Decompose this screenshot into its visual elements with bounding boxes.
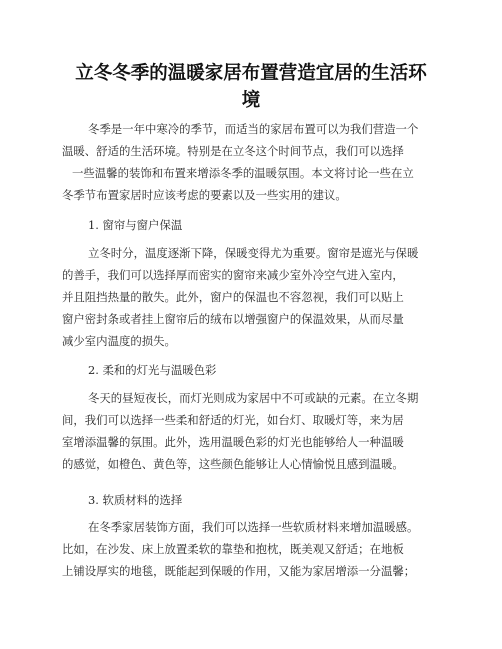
text-line: 窗户密封条或者挂上窗帘后的绒布以增强窗户的保温效果，从而尽量 [62,312,404,326]
section-heading: 1. 窗帘与窗户保温 [88,218,183,232]
text-line: 立冬时分，温度逐渐下降，保暖变得尤为重要。窗帘是遮光与保暖 [88,246,419,260]
document-title [60,60,442,114]
section-paragraph [62,242,418,352]
text-line: 比如，在沙发、床上放置柔软的靠垫和抱枕，既美观又舒适；在地板 [62,542,404,556]
text-line: 在冬季家居装饰方面，我们可以选择一些软质材料来增加温暖感。 [88,520,419,534]
text-line: 并且阻挡热量的散失。此外，窗户的保温也不容忽视，我们可以贴上 [62,290,404,304]
text-line: 的善手，我们可以选择厚而密实的窗帘来减少室外冷空气进入室内， [62,268,404,282]
section-paragraph [62,516,418,582]
text-line: 冬季是一年中寒冷的季节，而适当的家居布置可以为我们营造一个 [88,122,419,136]
intro-paragraph [62,118,418,206]
title-line-1: 立冬冬季的温暖家居布置营造宜居的生活环 [75,63,427,84]
text-line: 一些温馨的装饰和布置来增添冬季的温暖氛围。本文将讨论一些在立 [72,166,414,180]
text-line: 减少室内温度的损失。 [62,334,176,348]
text-line: 冬季节布置家居时应该考虑的要素以及一些实用的建议。 [62,188,347,202]
title-line-2: 境 [241,90,261,111]
text-line: 上铺设厚实的地毯，既能起到保暖的作用，又能为家居增添一分温馨； [62,564,416,578]
section-paragraph [62,387,418,475]
section-heading: 2. 柔和的灯光与温暖色彩 [88,363,217,377]
text-line: 冬天的昼短夜长，而灯光则成为家居中不可或缺的元素。在立冬期 [88,391,419,405]
text-line: 的感觉，如橙色、黄色等，这些颜色能够让人心情愉悦且感到温暖。 [62,457,404,471]
text-line: 温暖、舒适的生活环境。特别是在立冬这个时间节点，我们可以选择 [62,144,404,158]
text-line: 室增添温馨的氛围。此外，选用温暖色彩的灯光也能够给人一种温暖 [62,435,404,449]
section-heading: 3. 软质材料的选择 [88,493,183,507]
text-line: 间，我们可以选择一些柔和舒适的灯光，如台灯、取暖灯等，来为居 [62,413,404,427]
